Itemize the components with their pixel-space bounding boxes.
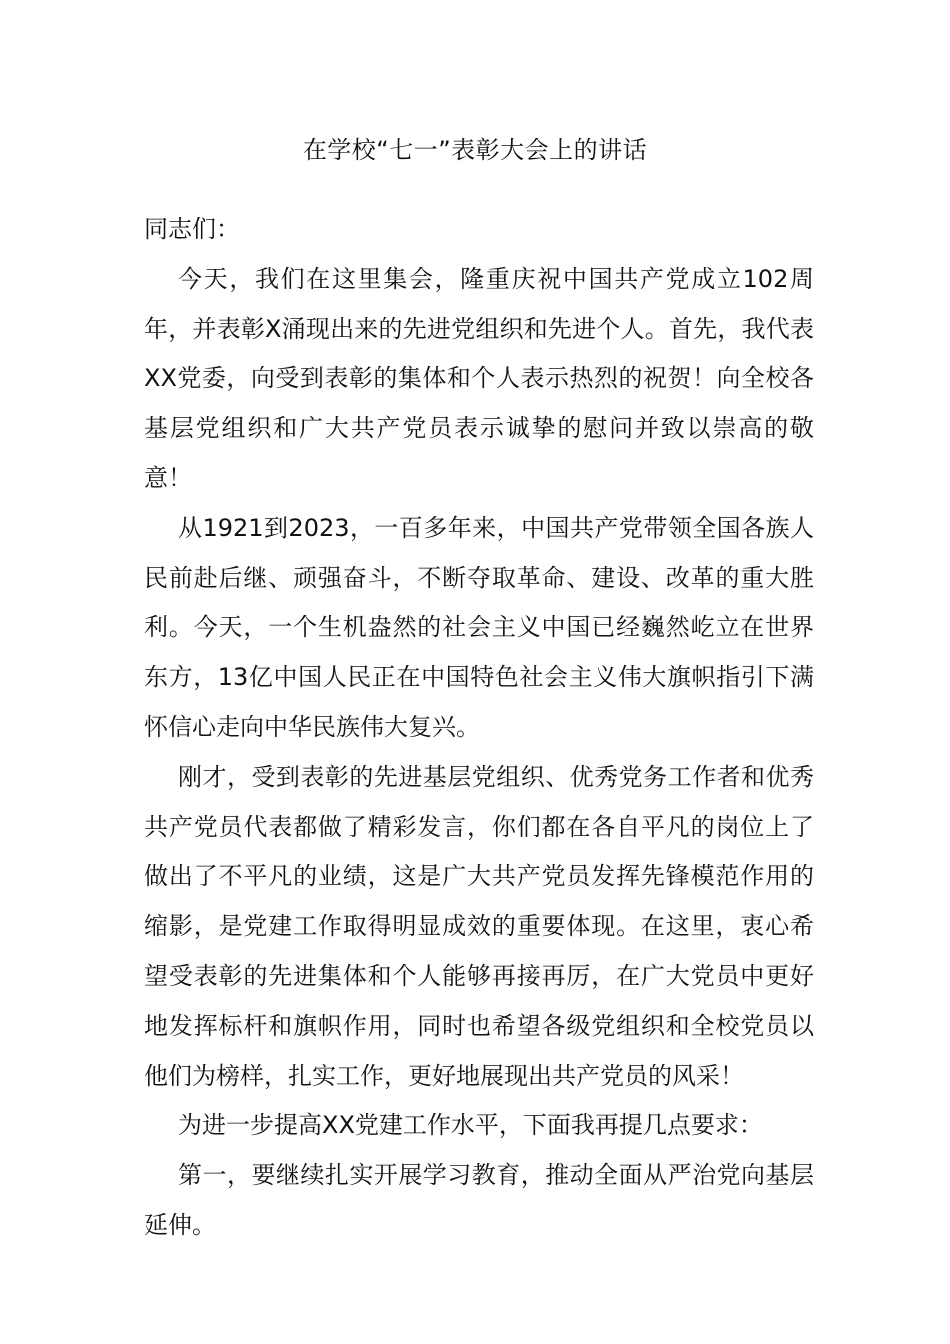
paragraph-5: 第一，要继续扎实开展学习教育，推动全面从严治党向基层延伸。 xyxy=(144,1161,814,1239)
salutation: 同志们： xyxy=(144,215,240,243)
paragraph-4: 为进一步提高XX党建工作水平，下面我再提几点要求： xyxy=(178,1111,763,1140)
paragraph-1: 今天，我们在这里集会，隆重庆祝中国共产党成立102周年，并表彰X涌现出来的先进党组织和先进个人。首先，我代表XX党委，向受到表彰的集体和个人表示热烈的祝贺！向全校各基层党组织和广大共产党员表示诚挚的慰问并致以崇高的敬意！ xyxy=(144,264,814,492)
paragraph-2: 从1921到2023，一百多年来，中国共产党带领全国各族人民前赴后继、顽强奋斗，不断夺取革命、建设、改革的重大胜利。今天，一个生机盎然的社会主义中国已经巍然屹立在世界东方，13亿中国人民正在中国特色社会主义伟大旗帜指引下满怀信心走向中华民族伟大复兴。 xyxy=(144,513,814,741)
document-title: 在学校“七一”表彰大会上的讲话 xyxy=(302,136,648,164)
paragraph-3: 刚才，受到表彰的先进基层党组织、优秀党务工作者和优秀共产党员代表都做了精彩发言，你们都在各自平凡的岗位上了做出了不平凡的业绩，这是广大共产党员发挥先锋模范作用的缩影，是党建工作取得明显成效的重要体现。在这里，衷心希望受表彰的先进集体和个人能够再接再厉，在广大党员中更好地发挥标杆和旗帜作用，同时也希望各级党组织和全校党员以他们为榜样，扎实工作，更好地展现出共产党员的风采！ xyxy=(144,762,814,1090)
document-body xyxy=(144,205,814,1251)
